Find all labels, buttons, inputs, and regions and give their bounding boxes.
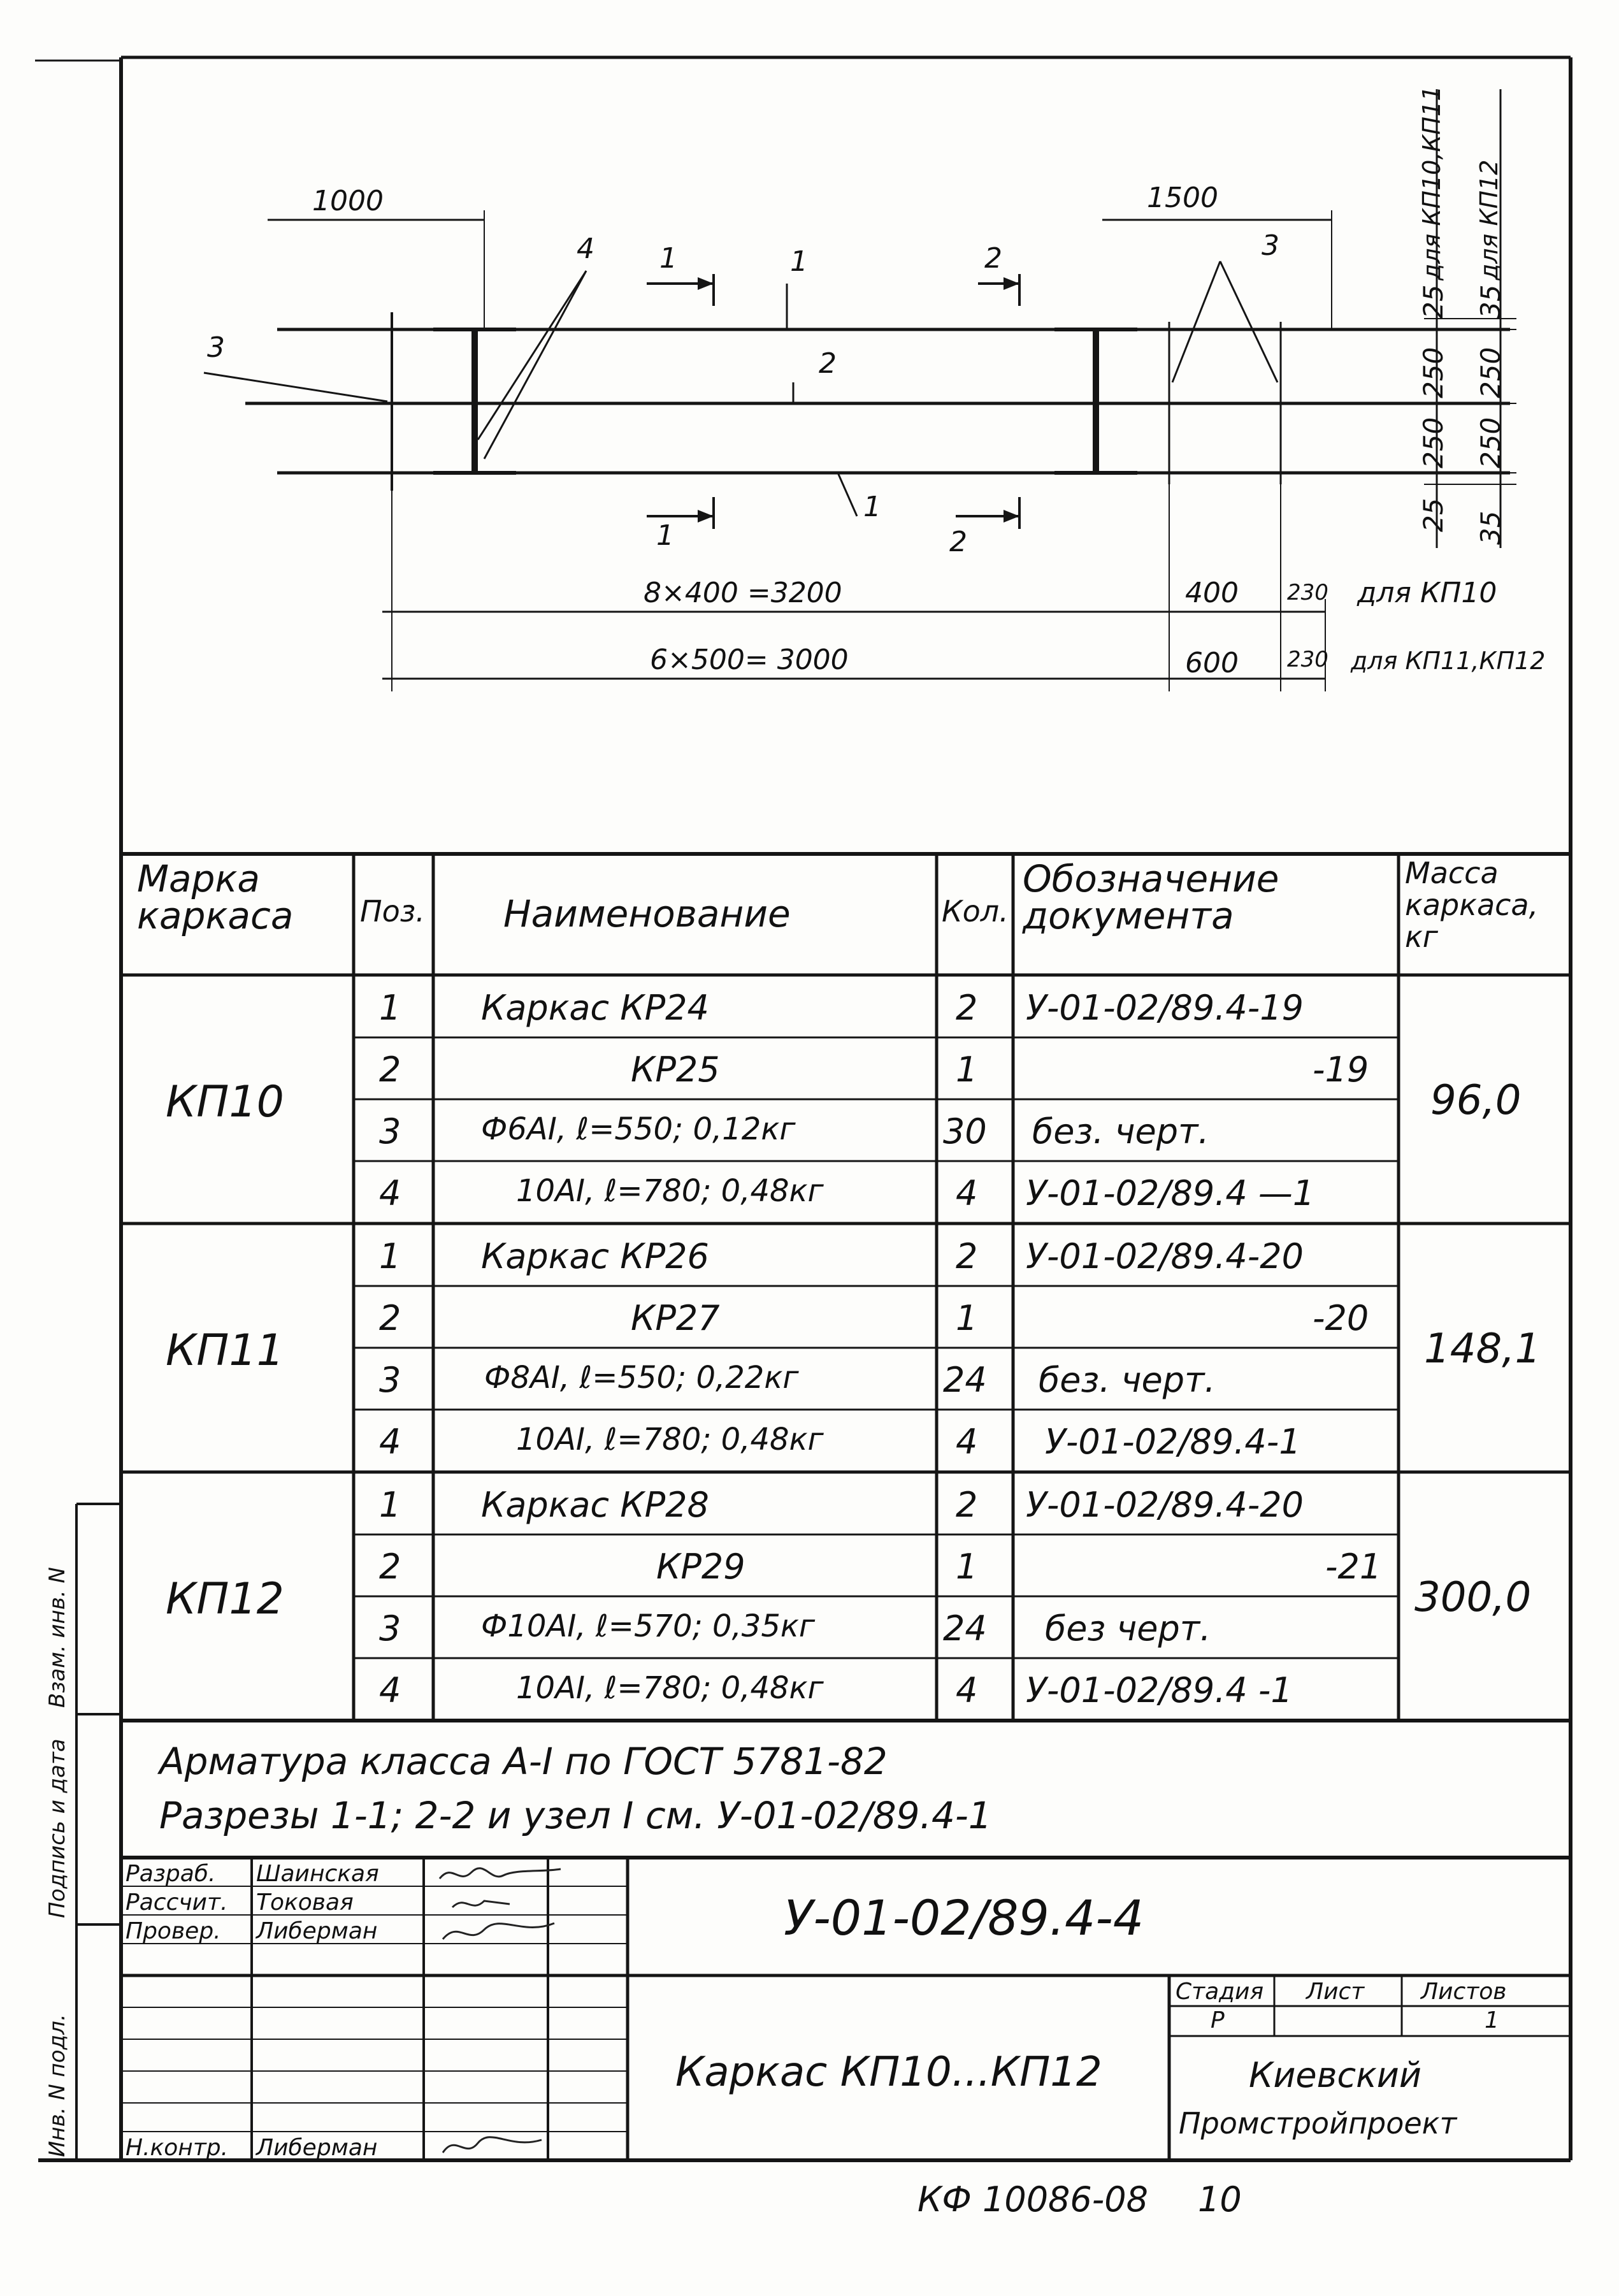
row-pos: 4 [379,1670,401,1710]
row-doc: У-01-02/89.4-1 [1045,1422,1301,1462]
mark-kp10: КП10 [166,1077,284,1127]
row-doc: У-01-02/89.4 —1 [1026,1173,1315,1213]
vdim-250-4: 250 [1475,417,1506,468]
row-pos: 4 [379,1173,401,1213]
side-label-substitute-inventory: Взам. инв. N [45,1567,70,1708]
header-qty: Кол. [942,894,1009,928]
stamp-person: Либерман [256,1918,378,1944]
vdim-35-bottom: 35 [1475,510,1506,545]
note-sections-ref: Разрезы 1-1; 2-2 и узел I см. У-01-02/89.4-1 [159,1794,992,1837]
stamp-person: Токовая [256,1889,354,1916]
row-doc: У-01-02/89.4 -1 [1026,1670,1293,1710]
vdim-250-1: 250 [1418,347,1449,398]
row-name: Каркас КР26 [481,1236,709,1276]
header-name: Наименование [503,892,791,935]
section-1-top: 1 [659,242,677,275]
stage-value: Р [1211,2007,1225,2033]
row-doc: -20 [1313,1298,1369,1338]
row-name: Каркас КР28 [481,1485,709,1525]
row-qty: 4 [956,1422,978,1462]
dim-600: 600 [1185,647,1239,679]
row-name: Ф8АI, ℓ=550; 0,22кг [484,1360,799,1396]
label-pos-4: 4 [577,233,594,265]
row-name: 10АI, ℓ=780; 0,48кг [516,1670,824,1706]
note-for-kp10: для КП10 [1357,577,1497,609]
row-pos: 2 [379,1050,401,1090]
row-name: КР29 [656,1547,745,1587]
row-doc: без. черт. [1039,1360,1216,1400]
stamp-role: Рассчит. [126,1889,228,1916]
section-2-top: 2 [984,242,1002,275]
section-1-bottom: 1 [656,519,674,552]
row-qty: 24 [943,1360,987,1400]
dim-400: 400 [1185,577,1239,609]
archive-sheet-number: 10 [1198,2179,1242,2220]
row-doc: -21 [1325,1547,1382,1587]
row-qty: 2 [956,988,978,1028]
note-for-kp11-kp12: для КП11,КП12 [1351,647,1546,675]
row-qty: 2 [956,1485,978,1525]
row-pos: 3 [379,1111,401,1152]
document-code: У-01-02/89.4-4 [784,1889,1144,1946]
side-label-original-inventory: Инв. N подл. [45,2014,70,2157]
row-qty: 1 [956,1050,978,1090]
row-name: Ф10АI, ℓ=570; 0,35кг [481,1608,816,1644]
row-pos: 1 [379,1485,401,1525]
sheets-value: 1 [1485,2007,1499,2033]
vdim-250-2: 250 [1475,347,1506,398]
mass-kp12: 300,0 [1414,1574,1532,1621]
header-doc: Обозначение документа [1023,857,1279,937]
row-doc: -19 [1313,1050,1369,1090]
row-doc: без. черт. [1032,1111,1209,1152]
row-name: 10АI, ℓ=780; 0,48кг [516,1173,824,1209]
dim-1500: 1500 [1147,182,1218,214]
section-2-bottom: 2 [949,526,967,558]
row-name: Ф6АI, ℓ=550; 0,12кг [481,1111,796,1147]
stamp-person: Либерман [256,2135,378,2161]
row-qty: 30 [943,1111,987,1152]
header-mass: Масса каркаса, кг [1405,856,1539,954]
row-doc: без черт. [1045,1608,1211,1649]
sheets-label: Листов [1421,1979,1507,2005]
mass-kp10: 96,0 [1430,1077,1522,1124]
row-qty: 2 [956,1236,978,1276]
row-name: Каркас КР24 [481,988,709,1028]
row-pos: 3 [379,1360,401,1400]
label-pos-3-right: 3 [1262,229,1279,262]
organization-line2: Промстройпроект [1179,2106,1457,2141]
row-doc: У-01-02/89.4-20 [1026,1485,1304,1525]
label-pos-2-mid: 2 [819,347,837,380]
mark-kp11: КП11 [166,1325,284,1376]
label-pos-3-left: 3 [207,331,225,364]
header-mark: Марка каркаса [137,857,294,937]
organization-line1: Киевский [1249,2055,1421,2095]
dim-6x500: 6×500= 3000 [650,644,849,676]
vdim-25-bottom: 25 [1418,498,1449,532]
document-title: Каркас КП10...КП12 [675,2049,1102,2096]
stamp-role: Провер. [126,1918,221,1944]
row-qty: 24 [943,1608,987,1649]
signature [433,1859,624,2165]
dim-8x400: 8×400 =3200 [644,577,842,609]
mark-kp12: КП12 [166,1574,284,1624]
row-name: 10АI, ℓ=780; 0,48кг [516,1422,824,1457]
row-qty: 4 [956,1173,978,1213]
note-reinforcement-class: Арматура класса А-I по ГОСТ 5781-82 [159,1740,888,1783]
mass-kp11: 148,1 [1424,1325,1541,1373]
dim-230-b: 230 [1287,647,1328,672]
row-qty: 1 [956,1547,978,1587]
vdim-250-3: 250 [1418,417,1449,468]
vdim-35: 35 [1475,284,1506,319]
row-pos: 2 [379,1298,401,1338]
row-pos: 3 [379,1608,401,1649]
row-doc: У-01-02/89.4-20 [1026,1236,1304,1276]
side-label-sign-date: Подпись и дата [45,1738,70,1918]
dim-1000: 1000 [312,185,384,217]
stage-label: Стадия [1176,1979,1264,2005]
row-name: КР25 [631,1050,720,1090]
row-qty: 4 [956,1670,978,1710]
stamp-role: Разраб. [126,1861,216,1887]
vdim-25: 25 [1418,284,1449,319]
sheet-label: Лист [1306,1979,1365,2005]
row-doc: У-01-02/89.4-19 [1026,988,1304,1028]
archive-code: КФ 10086-08 [917,2179,1148,2220]
stamp-role: Н.контр. [126,2135,229,2161]
row-pos: 4 [379,1422,401,1462]
vnote-kp10-kp11: для КП10,КП11 [1418,85,1446,280]
label-pos-1-bottom: 1 [863,491,881,523]
dim-230-a: 230 [1287,580,1328,605]
label-pos-1-top: 1 [790,245,808,278]
vnote-kp12: для КП12 [1475,159,1503,280]
row-pos: 2 [379,1547,401,1587]
header-pos: Поз. [360,894,425,928]
row-name: КР27 [631,1298,720,1338]
row-pos: 1 [379,1236,401,1276]
row-pos: 1 [379,988,401,1028]
row-qty: 1 [956,1298,978,1338]
stamp-person: Шаинская [256,1861,379,1887]
